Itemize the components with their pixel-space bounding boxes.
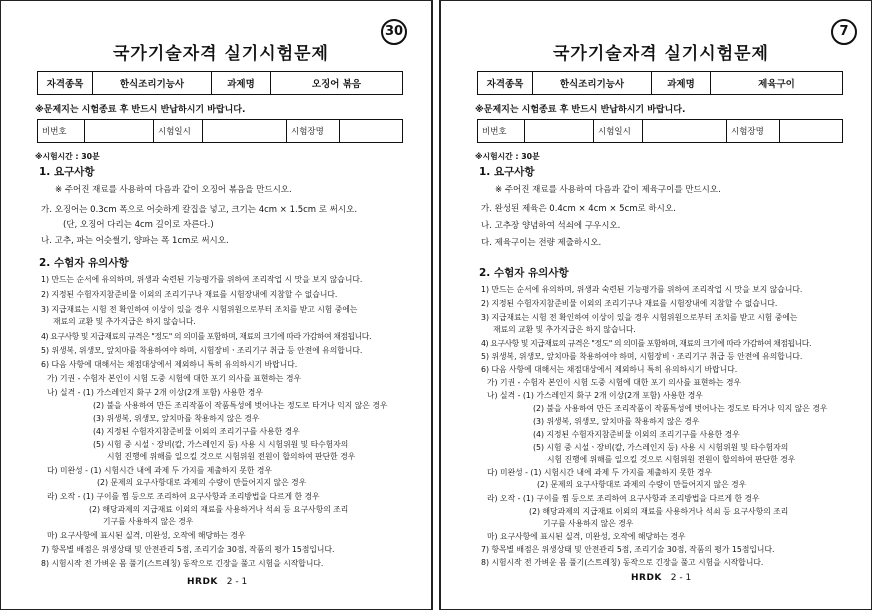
requirement-na: 나. 고추, 파는 어슷썰기, 양파는 폭 1cm로 써시오.	[41, 236, 229, 246]
note-line: (2) 문제의 요구사항대로 과제의 수량이 만들어지지 않은 경우	[97, 478, 307, 487]
venue-label: 시험장명	[287, 120, 340, 143]
hrdk-logo: HRDK	[187, 577, 218, 587]
note-line: (2) 문제의 요구사항대로 과제의 수량이 만들어지지 않은 경우	[537, 480, 747, 489]
note-line: (2) 불을 사용하여 만든 조리작품이 작품특성에 벗어나는 정도로 타거나 익지 않은 경우	[93, 401, 388, 410]
id-value-cell	[85, 120, 154, 143]
note-line: 2) 지정된 수험자지참준비물 이외의 조리기구나 재료를 시험장내에 지참할 수 없습니다.	[481, 299, 778, 308]
exam-info-table	[477, 71, 843, 95]
page-footer	[631, 573, 691, 583]
note-line: (2) 해당과제의 지급재료 이외의 재료를 사용하거나 석쇠 등 요구사항의 조리	[89, 505, 349, 514]
page-divider	[432, 0, 440, 610]
note-line: 8) 시험시작 전 가벼운 몸 풀기(스트레칭) 동작으로 긴장을 풀고 시험을 시작합니다.	[481, 558, 764, 567]
note-line: 재료의 교환 및 추가지급은 하지 않습니다.	[53, 317, 196, 326]
requirement-ga: 가. 완성된 제육은 0.4cm × 4cm × 5cm로 하시오.	[481, 204, 676, 214]
exam-type-value: 한식조리기능사	[93, 72, 212, 95]
note-line: 1) 만드는 순서에 유의하며, 위생과 숙련된 기능평가를 위하여 조리작업 시 맛을 보지 않습니다.	[481, 285, 803, 294]
requirements-heading: 1. 요구사항	[39, 166, 95, 178]
notes-heading: 2. 수험자 유의사항	[479, 267, 569, 279]
note-line: 3) 지급재료는 시험 전 확인하여 이상이 있을 경우 시험위원으로부터 조치를 받고 시험 중에는	[41, 305, 358, 314]
note-line: 1) 만드는 순서에 유의하며, 위생과 숙련된 기능평가를 위하여 조리작업 시 맛을 보지 않습니다.	[41, 275, 363, 284]
date-value-cell	[643, 120, 727, 143]
notes-heading: 2. 수험자 유의사항	[39, 257, 129, 269]
note-line: 재료의 교환 및 추가지급은 하지 않습니다.	[493, 325, 636, 334]
exam-type-label: 자격종목	[38, 72, 93, 95]
id-value-cell	[525, 120, 594, 143]
venue-value-cell	[780, 120, 843, 143]
sheet-title: 국가기술자격 실기시험문제	[553, 44, 769, 64]
sheet-title: 국가기술자격 실기시험문제	[113, 44, 329, 64]
note-line: 6) 다음 사항에 대해서는 채점대상에서 제외하니 특히 유의하시기 바랍니다.	[481, 365, 738, 374]
requirement-ga-note: (단, 오징어 다리는 4cm 길이로 자른다.)	[63, 220, 214, 230]
date-label: 시험일시	[154, 120, 203, 143]
sheet-number-badge: 7	[831, 19, 857, 45]
note-line: 5) 위생복, 위생모, 앞치마를 착용하여야 하며, 시험장비ㆍ조리기구 취급 등 안전에 유의합니다.	[41, 346, 363, 355]
exam-type-value: 한식조리기능사	[533, 72, 652, 95]
exam-info-table	[37, 71, 403, 95]
note-line: 가) 기권 - 수험자 본인이 시험 도중 시험에 대한 포기 의사를 표현하는 경우	[487, 378, 742, 387]
note-line: 마) 요구사항에 표시된 실격, 미완성, 오작에 해당하는 경우	[47, 531, 246, 540]
note-line: 5) 위생복, 위생모, 앞치마를 착용하여야 하며, 시험장비ㆍ조리기구 취급 등 안전에 유의합니다.	[481, 352, 803, 361]
note-line: 다) 미완성 - (1) 시험시간 내에 과제 두 가지를 제출하지 못한 경우	[487, 468, 712, 477]
hrdk-logo: HRDK	[631, 573, 662, 583]
note-line: (4) 지정된 수험자지참준비물 이외의 조리기구를 사용한 경우	[93, 427, 300, 436]
note-line: 8) 시험시작 전 가벼운 몸 풀기(스트레칭) 동작으로 긴장을 풀고 시험을 시작합니다.	[41, 559, 324, 568]
time-limit: ※시험시간 : 30분	[35, 152, 100, 161]
note-line: 나) 실격 - (1) 가스레인지 화구 2개 이상(2개 포함) 사용한 경우	[47, 388, 263, 397]
id-label: 비번호	[38, 120, 85, 143]
page-footer	[187, 577, 247, 587]
note-line: 6) 다음 사항에 대해서는 채점대상에서 제외하니 특히 유의하시기 바랍니다.	[41, 360, 298, 369]
note-line: 라) 오작 - (1) 구이를 찜 등으로 조리하여 요구사항과 조리방법을 다르게 한 경우	[47, 492, 320, 501]
requirement-na: 나. 고추장 양념하여 석쇠에 구우시오.	[481, 221, 621, 231]
task-label: 과제명	[652, 72, 711, 95]
task-value: 제육구이	[711, 72, 843, 95]
time-limit: ※시험시간 : 30분	[475, 152, 540, 161]
note-line: 마) 요구사항에 표시된 실격, 미완성, 오작에 해당하는 경우	[487, 532, 686, 541]
note-line: 7) 항목별 배점은 위생상태 및 안전관리 5점, 조리기술 30점, 작품의 평가 15점입니다.	[481, 545, 775, 554]
requirements-intro: ※ 주어진 재료를 사용하여 다음과 같이 오징어 볶음을 만드시오.	[55, 185, 292, 195]
note-line: 기구를 사용하지 않은 경우	[103, 517, 194, 526]
note-line: 시험 진행에 위해를 일으킬 것으로 시험위원 전원이 합의하여 판단한 경우	[547, 455, 796, 464]
page-number: 2 - 1	[670, 573, 692, 583]
page-number: 2 - 1	[226, 577, 248, 587]
note-line: (2) 불을 사용하여 만든 조리작품이 작품특성에 벗어나는 정도로 타거나 익지 않은 경우	[533, 404, 828, 413]
note-line: 다) 미완성 - (1) 시험시간 내에 과제 두 가지를 제출하지 못한 경우	[47, 466, 272, 475]
candidate-info-table	[37, 119, 403, 143]
requirement-da: 다. 제육구이는 전량 제출하시오.	[481, 238, 602, 248]
date-value-cell	[203, 120, 287, 143]
requirements-heading: 1. 요구사항	[479, 166, 535, 178]
return-notice: ※문제지는 시험종료 후 반드시 반납하시기 바랍니다.	[475, 105, 686, 115]
requirements-intro: ※ 주어진 재료를 사용하여 다음과 같이 제육구이를 만드시오.	[495, 185, 721, 195]
note-line: 4) 요구사항 및 지급재료의 규격은 "정도" 의 의미를 포함하며, 재료의 크기에 따라 가감하여 채점됩니다.	[41, 332, 372, 341]
note-line: 기구를 사용하지 않은 경우	[543, 519, 634, 528]
note-line: 7) 항목별 배점은 위생상태 및 안전관리 5점, 조리기술 30점, 작품의 평가 15점입니다.	[41, 545, 335, 554]
sheet-number-badge: 30	[381, 19, 407, 45]
note-line: (4) 지정된 수험자지참준비물 이외의 조리기구를 사용한 경우	[533, 430, 740, 439]
candidate-info-table	[477, 119, 843, 143]
note-line: (3) 위생복, 위생모, 앞치마를 착용하지 않은 경우	[533, 417, 700, 426]
id-label: 비번호	[478, 120, 525, 143]
left-exam-sheet	[0, 0, 432, 610]
note-line: 3) 지급재료는 시험 전 확인하여 이상이 있을 경우 시험위원으로부터 조치를 받고 시험 중에는	[481, 313, 798, 322]
note-line: 라) 오작 - (1) 구이를 찜 등으로 조리하여 요구사항과 조리방법을 다르게 한 경우	[487, 494, 760, 503]
note-line: 나) 실격 - (1) 가스레인지 화구 2개 이상(2개 포함) 사용한 경우	[487, 391, 703, 400]
task-value: 오징어 볶음	[271, 72, 403, 95]
venue-value-cell	[340, 120, 403, 143]
note-line: 2) 지정된 수험자지참준비물 이외의 조리기구나 재료를 시험장내에 지참할 수 없습니다.	[41, 290, 338, 299]
note-line: (3) 위생복, 위생모, 앞치마를 착용하지 않은 경우	[93, 414, 260, 423]
task-label: 과제명	[212, 72, 271, 95]
note-line: 가) 기권 - 수험자 본인이 시험 도중 시험에 대한 포기 의사를 표현하는 경우	[47, 374, 302, 383]
return-notice: ※문제지는 시험종료 후 반드시 반납하시기 바랍니다.	[35, 105, 246, 115]
note-line: (2) 해당과제의 지급재료 이외의 재료를 사용하거나 석쇠 등 요구사항의 조리	[529, 507, 789, 516]
note-line: (5) 시험 중 시설ㆍ장비(칼, 가스레인지 등) 사용 시 시험위원 및 타수험자의	[533, 443, 789, 452]
note-line: (5) 시험 중 시설ㆍ장비(칼, 가스레인지 등) 사용 시 시험위원 및 타수험자의	[93, 440, 349, 449]
right-exam-sheet	[440, 0, 872, 610]
requirement-ga: 가. 오징어는 0.3cm 폭으로 어슷하게 칼집을 넣고, 크기는 4cm × 1.5cm 로 써시오.	[41, 205, 358, 215]
venue-label: 시험장명	[727, 120, 780, 143]
exam-type-label: 자격종목	[478, 72, 533, 95]
date-label: 시험일시	[594, 120, 643, 143]
note-line: 시험 진행에 위해를 일으킬 것으로 시험위원 전원이 합의하여 판단한 경우	[107, 452, 356, 461]
note-line: 4) 요구사항 및 지급재료의 규격은 "정도" 의 의미를 포함하며, 재료의 크기에 따라 가감하여 채점됩니다.	[481, 339, 812, 348]
